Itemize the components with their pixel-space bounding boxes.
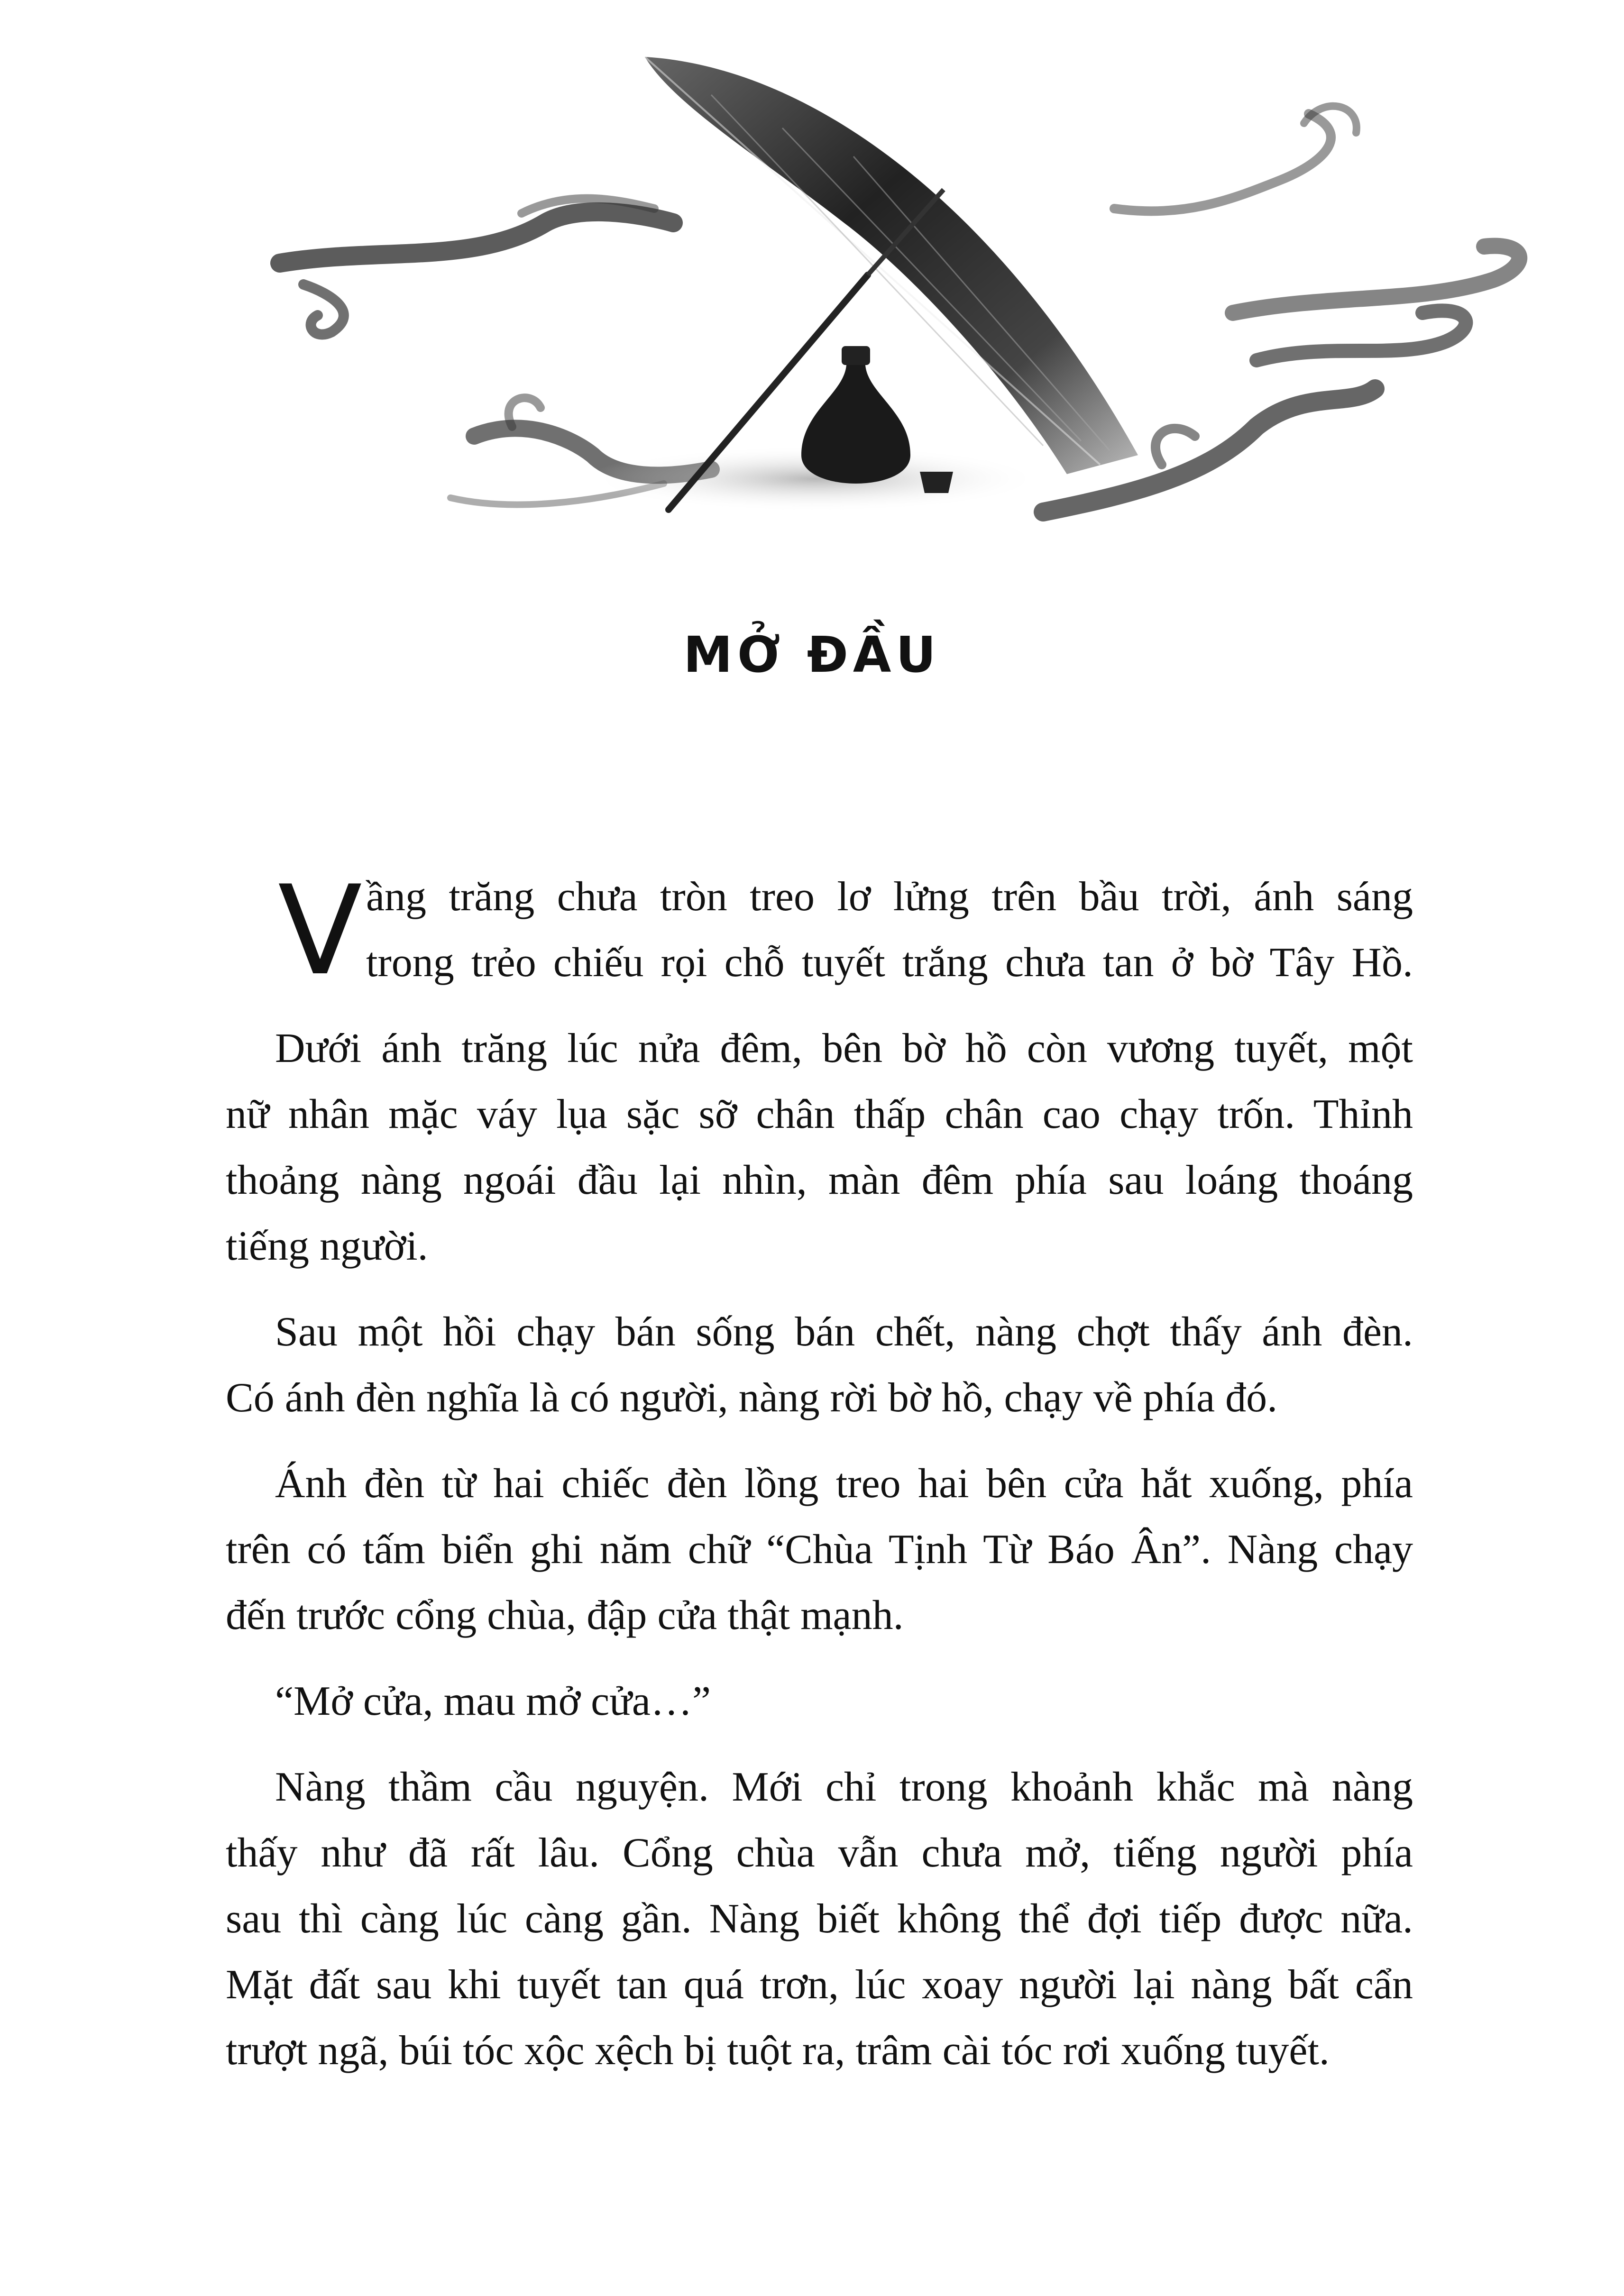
text-line: Dưới ánh trăng lúc nửa đêm, bên bờ hồ còn vương tuyết, một xyxy=(275,1025,1413,1071)
text-line: Sau một hồi chạy bán sống bán chết, nàng chợt thấy ánh đèn. xyxy=(275,1309,1413,1355)
text-line: tiếng người. xyxy=(226,1223,428,1269)
drop-cap: V xyxy=(278,860,362,1003)
text-line: “Mở cửa, mau mở cửa…” xyxy=(275,1678,711,1724)
text-line: Ánh đèn từ hai chiếc đèn lồng treo hai bên cửa hắt xuống, phía xyxy=(275,1461,1413,1507)
chapter-body xyxy=(226,860,1413,2104)
text-line: ầng trăng chưa tròn treo lơ lửng trên bầu trời, ánh sáng xyxy=(366,874,1413,920)
text-line: trên có tấm biển ghi năm chữ “Chùa Tịnh Từ Báo Ân”. Nàng chạy xyxy=(226,1527,1413,1573)
text-line: Có ánh đèn nghĩa là có người, nàng rời bờ hồ, chạy về phía đó. xyxy=(226,1375,1278,1421)
text-line: nữ nhân mặc váy lụa sặc sỡ chân thấp chân cao chạy trốn. Thỉnh xyxy=(226,1091,1413,1137)
paragraph xyxy=(226,860,1413,1003)
paragraph xyxy=(226,1668,1413,1734)
text-line: thoảng nàng ngoái đầu lại nhìn, màn đêm phía sau loáng thoáng xyxy=(226,1157,1413,1203)
text-line: sau thì càng lúc càng gần. Nàng biết không thể đợi tiếp được nữa. xyxy=(226,1896,1413,1942)
chapter-title: MỞ ĐẦU xyxy=(683,626,941,684)
umbrella-vase-illustration xyxy=(0,0,1624,569)
text-line: đến trước cổng chùa, đập cửa thật mạnh. xyxy=(226,1592,904,1638)
paragraph xyxy=(226,1299,1413,1431)
paragraph xyxy=(226,1451,1413,1648)
paragraph xyxy=(226,1754,1413,2084)
paragraph xyxy=(226,1015,1413,1279)
text-line: Mặt đất sau khi tuyết tan quá trơn, lúc xoay người lại nàng bất cẩn xyxy=(226,1962,1413,2008)
text-line: trong trẻo chiếu rọi chỗ tuyết trắng chưa tan ở bờ Tây Hồ. xyxy=(366,940,1413,986)
text-line: thấy như đã rất lâu. Cổng chùa vẫn chưa mở, tiếng người phía xyxy=(226,1830,1413,1876)
text-line: trượt ngã, búi tóc xộc xệch bị tuột ra, trâm cài tóc rơi xuống tuyết. xyxy=(226,2028,1330,2074)
text-line: Nàng thầm cầu nguyện. Mới chỉ trong khoảnh khắc mà nàng xyxy=(275,1764,1413,1810)
